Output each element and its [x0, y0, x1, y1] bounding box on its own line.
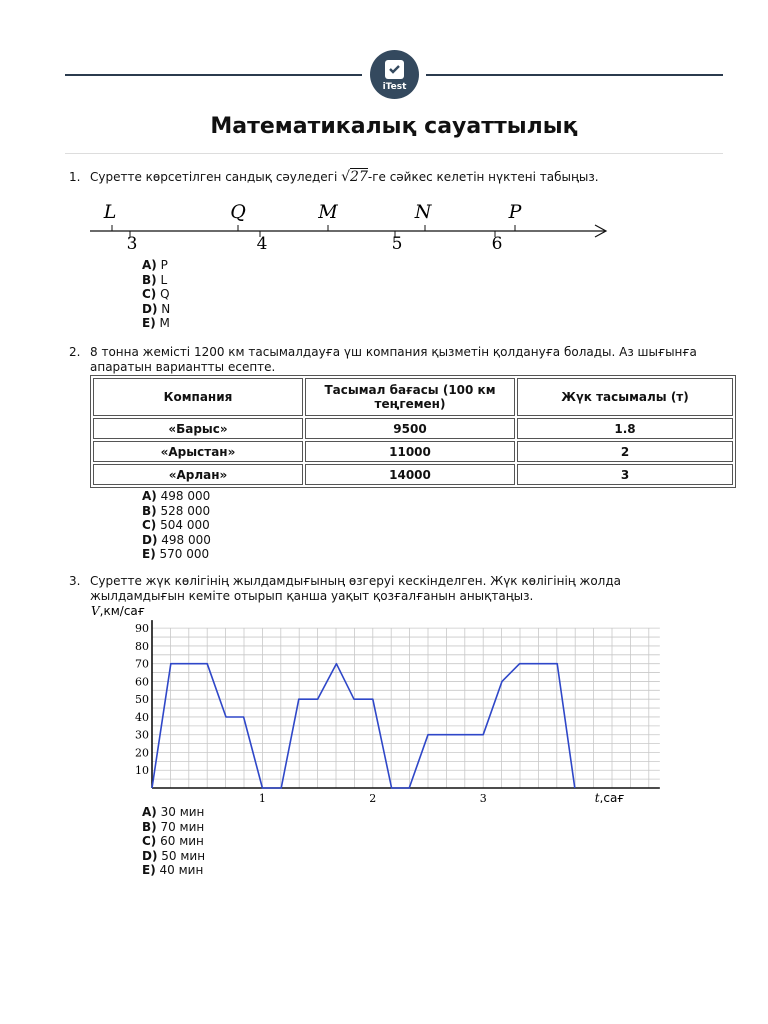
table-header-cell: Жүк тасымалы (т) [517, 378, 733, 416]
q1-option-e[interactable]: E) M [142, 316, 170, 331]
x-axis-label: t,сағ [594, 791, 625, 803]
point-label-L: L [103, 201, 117, 223]
y-axis-label: V,км/сағ [91, 604, 145, 618]
q2-option-c[interactable]: C) 504 000 [142, 518, 210, 533]
sqrt-icon: √ [341, 169, 351, 185]
question-2-options [142, 489, 211, 562]
point-label-N: N [414, 201, 432, 223]
sqrt-expression [341, 168, 368, 185]
q3-option-c[interactable]: C) 60 мин [142, 834, 204, 849]
y-tick-label: 20 [135, 746, 149, 760]
q3-option-b[interactable]: B) 70 мин [142, 819, 205, 834]
question-1-options [142, 258, 170, 331]
q3-option-d[interactable]: D) 50 мин [142, 848, 206, 863]
question-2-text: 8 тонна жемісті 1200 км тасымалдауға үш компания қызметін қолдануға болады. Аз шығынға апаратын вариантты есепте. [90, 345, 697, 374]
question-3-options [142, 805, 205, 878]
question-1-number: 1. [69, 170, 81, 184]
question-2-number: 2. [69, 345, 81, 359]
x-tick-label: 2 [369, 792, 377, 803]
number-line [85, 198, 615, 253]
q1-option-a[interactable]: A) P [142, 258, 168, 272]
q1-text-after: -ге сәйкес келетін нүктені табыңыз. [367, 170, 599, 184]
table-cell: «Барыс» [93, 418, 303, 439]
q1-text-before: Суретте көрсетілген сандық сәуледегі [90, 170, 338, 184]
table-cell: «Арыстан» [93, 441, 303, 462]
y-tick-label: 90 [135, 622, 149, 636]
number-tick-label: 6 [491, 234, 503, 253]
y-tick-label: 80 [135, 639, 149, 653]
q2-option-d[interactable]: D) 498 000 [142, 532, 211, 547]
question-1-text [90, 170, 710, 185]
q1-option-b[interactable]: B) L [142, 272, 168, 287]
x-tick-label: 3 [479, 792, 487, 803]
y-tick-label: 60 [135, 675, 149, 689]
number-tick-label: 5 [391, 234, 403, 253]
number-tick-label: 3 [126, 234, 138, 253]
table-row [93, 441, 733, 462]
q3-option-a[interactable]: A) 30 мин [142, 805, 205, 819]
y-tick-label: 10 [135, 764, 149, 778]
table-cell: 2 [517, 441, 733, 462]
q2-option-e[interactable]: E) 570 000 [142, 547, 210, 562]
table-cell: 14000 [305, 464, 515, 485]
y-tick-label: 50 [135, 693, 149, 707]
question-3-number: 3. [69, 574, 81, 588]
table-cell: 3 [517, 464, 733, 485]
chart-grid [152, 628, 660, 788]
itest-logo [370, 50, 419, 99]
table-row [93, 418, 733, 439]
q1-option-c[interactable]: C) Q [142, 287, 170, 302]
table-header-cell: Тасымал бағасы (100 км теңгемен) [305, 378, 515, 416]
sqrt-radicand: 27 [350, 169, 368, 185]
q2-option-b[interactable]: B) 528 000 [142, 503, 211, 518]
table-cell: 11000 [305, 441, 515, 462]
point-label-M: M [318, 201, 338, 223]
table-header-row [93, 378, 733, 416]
question-3-text: Суретте жүк көлігінің жылдамдығының өзгеруі кескінделген. Жүк көлігінің жолда жылдамдығын кеміте отырып қанша уақыт қозғалғанын анықтаңыз. [90, 574, 621, 603]
q3-option-e[interactable]: E) 40 мин [142, 863, 204, 878]
table-cell: 1.8 [517, 418, 733, 439]
q2-option-a[interactable]: A) 498 000 [142, 489, 211, 503]
point-label-Q: Q [230, 201, 246, 223]
page-title: Математикалық сауаттылық [210, 114, 578, 139]
header-rule-left [65, 74, 362, 76]
point-label-P: P [508, 201, 522, 223]
table-cell: 9500 [305, 418, 515, 439]
q1-option-d[interactable]: D) N [142, 301, 171, 316]
number-tick-label: 4 [256, 234, 268, 253]
transport-table [90, 375, 736, 488]
header-rule-right [426, 74, 723, 76]
table-cell: «Арлан» [93, 464, 303, 485]
title-divider [65, 153, 723, 154]
speed-chart [85, 603, 685, 803]
table-row [93, 464, 733, 485]
y-tick-label: 30 [135, 728, 149, 742]
x-tick-label: 1 [258, 792, 266, 803]
logo-text: iTest [382, 82, 407, 92]
y-tick-label: 70 [135, 657, 149, 671]
y-tick-label: 40 [135, 710, 149, 724]
table-header-cell: Компания [93, 378, 303, 416]
